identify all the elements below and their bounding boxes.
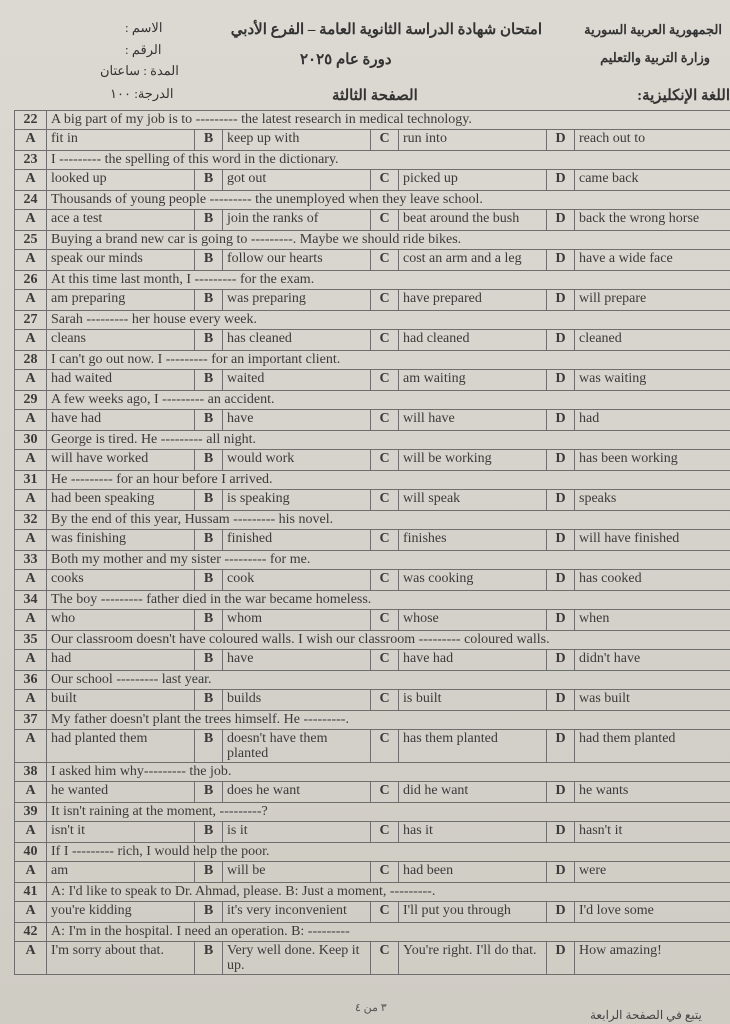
option-letter: D xyxy=(547,490,575,511)
option-b[interactable]: join the ranks of xyxy=(223,210,371,231)
option-c[interactable]: has it xyxy=(399,822,547,843)
option-letter: A xyxy=(15,650,47,671)
option-letter: A xyxy=(15,530,47,551)
option-letter: D xyxy=(547,942,575,975)
option-letter: B xyxy=(195,450,223,471)
subject-label: اللغة الإنكليزية: xyxy=(637,88,730,104)
option-letter: B xyxy=(195,250,223,271)
name-field-label: الاسم : xyxy=(125,20,163,35)
question-number: 25 xyxy=(15,231,47,250)
options-row xyxy=(15,730,730,763)
option-letter: A xyxy=(15,290,47,311)
question-row xyxy=(15,843,730,862)
options-row xyxy=(15,410,730,431)
option-c[interactable]: had cleaned xyxy=(399,330,547,351)
question-row xyxy=(15,511,730,530)
option-c[interactable]: has them planted xyxy=(399,730,547,763)
option-a[interactable]: was finishing xyxy=(47,530,195,551)
option-d[interactable]: came back xyxy=(575,170,730,191)
option-b[interactable]: is speaking xyxy=(223,490,371,511)
option-letter: B xyxy=(195,370,223,391)
option-a[interactable]: have had xyxy=(47,410,195,431)
question-row xyxy=(15,763,730,782)
question-row xyxy=(15,351,730,370)
options-row xyxy=(15,902,730,923)
option-letter: A xyxy=(15,730,47,763)
option-d[interactable]: when xyxy=(575,610,730,631)
option-letter: B xyxy=(195,822,223,843)
option-b[interactable]: would work xyxy=(223,450,371,471)
question-stem: A: I'd like to speak to Dr. Ahmad, please. B: Just a moment, ---------. xyxy=(47,883,730,902)
option-letter: A xyxy=(15,450,47,471)
question-number: 24 xyxy=(15,191,47,210)
option-a[interactable]: am xyxy=(47,862,195,883)
option-letter: C xyxy=(371,170,399,191)
option-letter: B xyxy=(195,690,223,711)
option-letter: A xyxy=(15,822,47,843)
option-b[interactable]: follow our hearts xyxy=(223,250,371,271)
question-number: 26 xyxy=(15,271,47,290)
option-letter: D xyxy=(547,210,575,231)
option-c[interactable]: will be working xyxy=(399,450,547,471)
option-c[interactable]: was cooking xyxy=(399,570,547,591)
option-letter: C xyxy=(371,330,399,351)
question-number: 32 xyxy=(15,511,47,530)
option-letter: D xyxy=(547,730,575,763)
option-a[interactable]: had xyxy=(47,650,195,671)
option-b[interactable]: whom xyxy=(223,610,371,631)
number-field-label: الرقم : xyxy=(125,42,162,57)
option-letter: C xyxy=(371,862,399,883)
question-row xyxy=(15,111,730,130)
duration-label: المدة : ساعتان xyxy=(100,63,179,78)
options-row xyxy=(15,370,730,391)
question-number: 39 xyxy=(15,803,47,822)
options-row xyxy=(15,610,730,631)
option-letter: C xyxy=(371,370,399,391)
option-letter: D xyxy=(547,290,575,311)
question-stem: A: I'm in the hospital. I need an operation. B: --------- xyxy=(47,923,730,942)
option-c[interactable]: I'll put you through xyxy=(399,902,547,923)
option-letter: A xyxy=(15,610,47,631)
options-row xyxy=(15,650,730,671)
option-letter: D xyxy=(547,690,575,711)
option-b[interactable]: got out xyxy=(223,170,371,191)
question-stem: By the end of this year, Hussam --------- his novel. xyxy=(47,511,730,530)
question-number: 41 xyxy=(15,883,47,902)
ministry-name: وزارة التربية والتعليم xyxy=(600,50,710,65)
question-row xyxy=(15,231,730,250)
option-letter: D xyxy=(547,250,575,271)
mark-label: الدرجة: ١٠٠ xyxy=(110,86,174,101)
question-stem: George is tired. He --------- all night. xyxy=(47,431,730,450)
question-row xyxy=(15,271,730,290)
question-row xyxy=(15,471,730,490)
option-letter: A xyxy=(15,690,47,711)
option-a[interactable]: had waited xyxy=(47,370,195,391)
option-c[interactable]: have prepared xyxy=(399,290,547,311)
question-stem: A few weeks ago, I --------- an accident. xyxy=(47,391,730,410)
country-name: الجمهورية العربية السورية xyxy=(584,22,722,37)
option-letter: A xyxy=(15,902,47,923)
option-letter: D xyxy=(547,330,575,351)
option-letter: C xyxy=(371,942,399,975)
question-stem: I --------- the spelling of this word in the dictionary. xyxy=(47,151,730,170)
question-row xyxy=(15,551,730,570)
options-row xyxy=(15,210,730,231)
option-letter: C xyxy=(371,290,399,311)
option-d[interactable]: were xyxy=(575,862,730,883)
option-c[interactable]: whose xyxy=(399,610,547,631)
option-d[interactable]: hasn't it xyxy=(575,822,730,843)
option-d[interactable]: cleaned xyxy=(575,330,730,351)
question-stem: The boy --------- father died in the war became homeless. xyxy=(47,591,730,610)
option-d[interactable]: will prepare xyxy=(575,290,730,311)
option-letter: C xyxy=(371,902,399,923)
options-row xyxy=(15,782,730,803)
question-stem: Our classroom doesn't have coloured walls. I wish our classroom --------- coloured walls. xyxy=(47,631,730,650)
option-letter: D xyxy=(547,650,575,671)
question-stem: Sarah --------- her house every week. xyxy=(47,311,730,330)
question-number: 35 xyxy=(15,631,47,650)
option-a[interactable]: he wanted xyxy=(47,782,195,803)
option-letter: A xyxy=(15,130,47,151)
question-row xyxy=(15,191,730,210)
question-row xyxy=(15,883,730,902)
option-letter: B xyxy=(195,730,223,763)
option-c[interactable]: beat around the bush xyxy=(399,210,547,231)
option-letter: C xyxy=(371,250,399,271)
question-number: 42 xyxy=(15,923,47,942)
option-letter: B xyxy=(195,170,223,191)
question-number: 40 xyxy=(15,843,47,862)
option-d[interactable]: has cooked xyxy=(575,570,730,591)
option-c[interactable]: am waiting xyxy=(399,370,547,391)
option-letter: D xyxy=(547,822,575,843)
option-c[interactable]: picked up xyxy=(399,170,547,191)
option-b[interactable]: is it xyxy=(223,822,371,843)
option-letter: C xyxy=(371,490,399,511)
option-d[interactable]: he wants xyxy=(575,782,730,803)
option-letter: A xyxy=(15,170,47,191)
options-row xyxy=(15,822,730,843)
option-letter: C xyxy=(371,570,399,591)
option-letter: C xyxy=(371,730,399,763)
option-b[interactable]: has cleaned xyxy=(223,330,371,351)
options-row xyxy=(15,330,730,351)
option-a[interactable]: cooks xyxy=(47,570,195,591)
option-letter: B xyxy=(195,942,223,975)
option-a[interactable]: looked up xyxy=(47,170,195,191)
question-stem: Thousands of young people --------- the unemployed when they leave school. xyxy=(47,191,730,210)
options-row xyxy=(15,530,730,551)
option-c[interactable]: is built xyxy=(399,690,547,711)
option-b[interactable]: it's very inconvenient xyxy=(223,902,371,923)
option-b[interactable]: will be xyxy=(223,862,371,883)
option-b[interactable]: keep up with xyxy=(223,130,371,151)
option-letter: D xyxy=(547,530,575,551)
option-letter: A xyxy=(15,782,47,803)
page-label: الصفحة الثالثة xyxy=(332,88,418,104)
option-a[interactable]: will have worked xyxy=(47,450,195,471)
option-c[interactable]: have had xyxy=(399,650,547,671)
question-number: 38 xyxy=(15,763,47,782)
question-row xyxy=(15,631,730,650)
option-a[interactable]: who xyxy=(47,610,195,631)
question-row xyxy=(15,591,730,610)
option-c[interactable]: did he want xyxy=(399,782,547,803)
option-letter: B xyxy=(195,782,223,803)
option-letter: B xyxy=(195,610,223,631)
option-b[interactable]: have xyxy=(223,650,371,671)
option-b[interactable]: doesn't have them planted xyxy=(223,730,371,763)
option-d[interactable]: speaks xyxy=(575,490,730,511)
question-stem: I can't go out now. I --------- for an important client. xyxy=(47,351,730,370)
options-row xyxy=(15,130,730,151)
option-d[interactable]: has been working xyxy=(575,450,730,471)
option-b[interactable]: builds xyxy=(223,690,371,711)
question-row xyxy=(15,311,730,330)
option-b[interactable]: finished xyxy=(223,530,371,551)
continue-note: يتبع في الصفحة الرابعة xyxy=(590,1008,702,1022)
option-d[interactable]: was waiting xyxy=(575,370,730,391)
option-letter: A xyxy=(15,570,47,591)
option-a[interactable]: I'm sorry about that. xyxy=(47,942,195,975)
question-number: 30 xyxy=(15,431,47,450)
question-stem: Both my mother and my sister --------- for me. xyxy=(47,551,730,570)
question-number: 29 xyxy=(15,391,47,410)
option-letter: C xyxy=(371,130,399,151)
option-letter: D xyxy=(547,782,575,803)
question-row xyxy=(15,923,730,942)
option-letter: C xyxy=(371,690,399,711)
option-a[interactable]: cleans xyxy=(47,330,195,351)
question-number: 34 xyxy=(15,591,47,610)
option-letter: A xyxy=(15,330,47,351)
option-a[interactable]: had been speaking xyxy=(47,490,195,511)
option-c[interactable]: had been xyxy=(399,862,547,883)
question-number: 22 xyxy=(15,111,47,130)
exam-header xyxy=(0,0,730,108)
question-stem: Buying a brand new car is going to ---------. Maybe we should ride bikes. xyxy=(47,231,730,250)
option-letter: B xyxy=(195,570,223,591)
option-letter: B xyxy=(195,650,223,671)
option-c[interactable]: finishes xyxy=(399,530,547,551)
option-letter: A xyxy=(15,410,47,431)
option-d[interactable]: I'd love some xyxy=(575,902,730,923)
option-letter: A xyxy=(15,370,47,391)
options-row xyxy=(15,290,730,311)
option-letter: C xyxy=(371,530,399,551)
option-d[interactable]: will have finished xyxy=(575,530,730,551)
option-d[interactable]: was built xyxy=(575,690,730,711)
options-row xyxy=(15,942,730,975)
option-letter: D xyxy=(547,410,575,431)
option-d[interactable]: reach out to xyxy=(575,130,730,151)
option-letter: B xyxy=(195,210,223,231)
question-stem: It isn't raining at the moment, ---------? xyxy=(47,803,730,822)
option-letter: A xyxy=(15,862,47,883)
options-row xyxy=(15,490,730,511)
option-letter: B xyxy=(195,330,223,351)
option-letter: C xyxy=(371,822,399,843)
option-b[interactable]: does he want xyxy=(223,782,371,803)
option-letter: A xyxy=(15,210,47,231)
options-row xyxy=(15,170,730,191)
question-row xyxy=(15,391,730,410)
question-number: 36 xyxy=(15,671,47,690)
option-letter: D xyxy=(547,370,575,391)
option-a[interactable]: fit in xyxy=(47,130,195,151)
options-row xyxy=(15,250,730,271)
option-letter: D xyxy=(547,450,575,471)
option-d[interactable]: didn't have xyxy=(575,650,730,671)
question-row xyxy=(15,151,730,170)
question-number: 31 xyxy=(15,471,47,490)
option-letter: C xyxy=(371,410,399,431)
options-row xyxy=(15,450,730,471)
option-d[interactable]: How amazing! xyxy=(575,942,730,975)
exam-session: دورة عام ٢٠٢٥ xyxy=(300,52,392,68)
exam-title: امتحان شهادة الدراسة الثانوية العامة – الفرع الأدبي xyxy=(230,22,542,38)
question-number: 33 xyxy=(15,551,47,570)
option-letter: C xyxy=(371,650,399,671)
option-letter: B xyxy=(195,410,223,431)
option-letter: B xyxy=(195,862,223,883)
question-stem: He --------- for an hour before I arrived. xyxy=(47,471,730,490)
option-letter: B xyxy=(195,290,223,311)
option-c[interactable]: will speak xyxy=(399,490,547,511)
option-letter: B xyxy=(195,130,223,151)
option-a[interactable]: ace a test xyxy=(47,210,195,231)
question-row xyxy=(15,431,730,450)
option-d[interactable]: had xyxy=(575,410,730,431)
question-stem: If I --------- rich, I would help the poor. xyxy=(47,843,730,862)
option-letter: A xyxy=(15,942,47,975)
option-b[interactable]: was preparing xyxy=(223,290,371,311)
question-number: 23 xyxy=(15,151,47,170)
question-stem: I asked him why--------- the job. xyxy=(47,763,730,782)
question-stem: Our school --------- last year. xyxy=(47,671,730,690)
option-letter: D xyxy=(547,570,575,591)
option-a[interactable]: you're kidding xyxy=(47,902,195,923)
option-b[interactable]: cook xyxy=(223,570,371,591)
option-c[interactable]: cost an arm and a leg xyxy=(399,250,547,271)
options-row xyxy=(15,570,730,591)
page-number: ٣ من ٤ xyxy=(355,1002,387,1014)
option-a[interactable]: am preparing xyxy=(47,290,195,311)
option-letter: C xyxy=(371,210,399,231)
option-c[interactable]: will have xyxy=(399,410,547,431)
option-letter: A xyxy=(15,250,47,271)
options-row xyxy=(15,862,730,883)
option-letter: B xyxy=(195,490,223,511)
question-row xyxy=(15,711,730,730)
option-d[interactable]: had them planted xyxy=(575,730,730,763)
option-a[interactable]: built xyxy=(47,690,195,711)
question-row xyxy=(15,803,730,822)
option-letter: C xyxy=(371,610,399,631)
option-letter: B xyxy=(195,530,223,551)
options-row xyxy=(15,690,730,711)
option-d[interactable]: have a wide face xyxy=(575,250,730,271)
option-b[interactable]: have xyxy=(223,410,371,431)
question-row xyxy=(15,671,730,690)
option-b[interactable]: Very well done. Keep it up. xyxy=(223,942,371,975)
option-c[interactable]: run into xyxy=(399,130,547,151)
option-a[interactable]: had planted them xyxy=(47,730,195,763)
option-letter: C xyxy=(371,782,399,803)
option-c[interactable]: You're right. I'll do that. xyxy=(399,942,547,975)
option-letter: D xyxy=(547,170,575,191)
question-stem: At this time last month, I --------- for the exam. xyxy=(47,271,730,290)
question-stem: My father doesn't plant the trees himself. He ---------. xyxy=(47,711,730,730)
option-letter: D xyxy=(547,610,575,631)
question-number: 27 xyxy=(15,311,47,330)
option-letter: A xyxy=(15,490,47,511)
option-letter: C xyxy=(371,450,399,471)
question-number: 28 xyxy=(15,351,47,370)
option-letter: D xyxy=(547,902,575,923)
option-a[interactable]: isn't it xyxy=(47,822,195,843)
option-a[interactable]: speak our minds xyxy=(47,250,195,271)
question-number: 37 xyxy=(15,711,47,730)
option-letter: D xyxy=(547,862,575,883)
option-b[interactable]: waited xyxy=(223,370,371,391)
questions-table xyxy=(14,110,730,975)
option-letter: B xyxy=(195,902,223,923)
option-d[interactable]: back the wrong horse xyxy=(575,210,730,231)
option-letter: D xyxy=(547,130,575,151)
question-stem: A big part of my job is to --------- the latest research in medical technology. xyxy=(47,111,730,130)
